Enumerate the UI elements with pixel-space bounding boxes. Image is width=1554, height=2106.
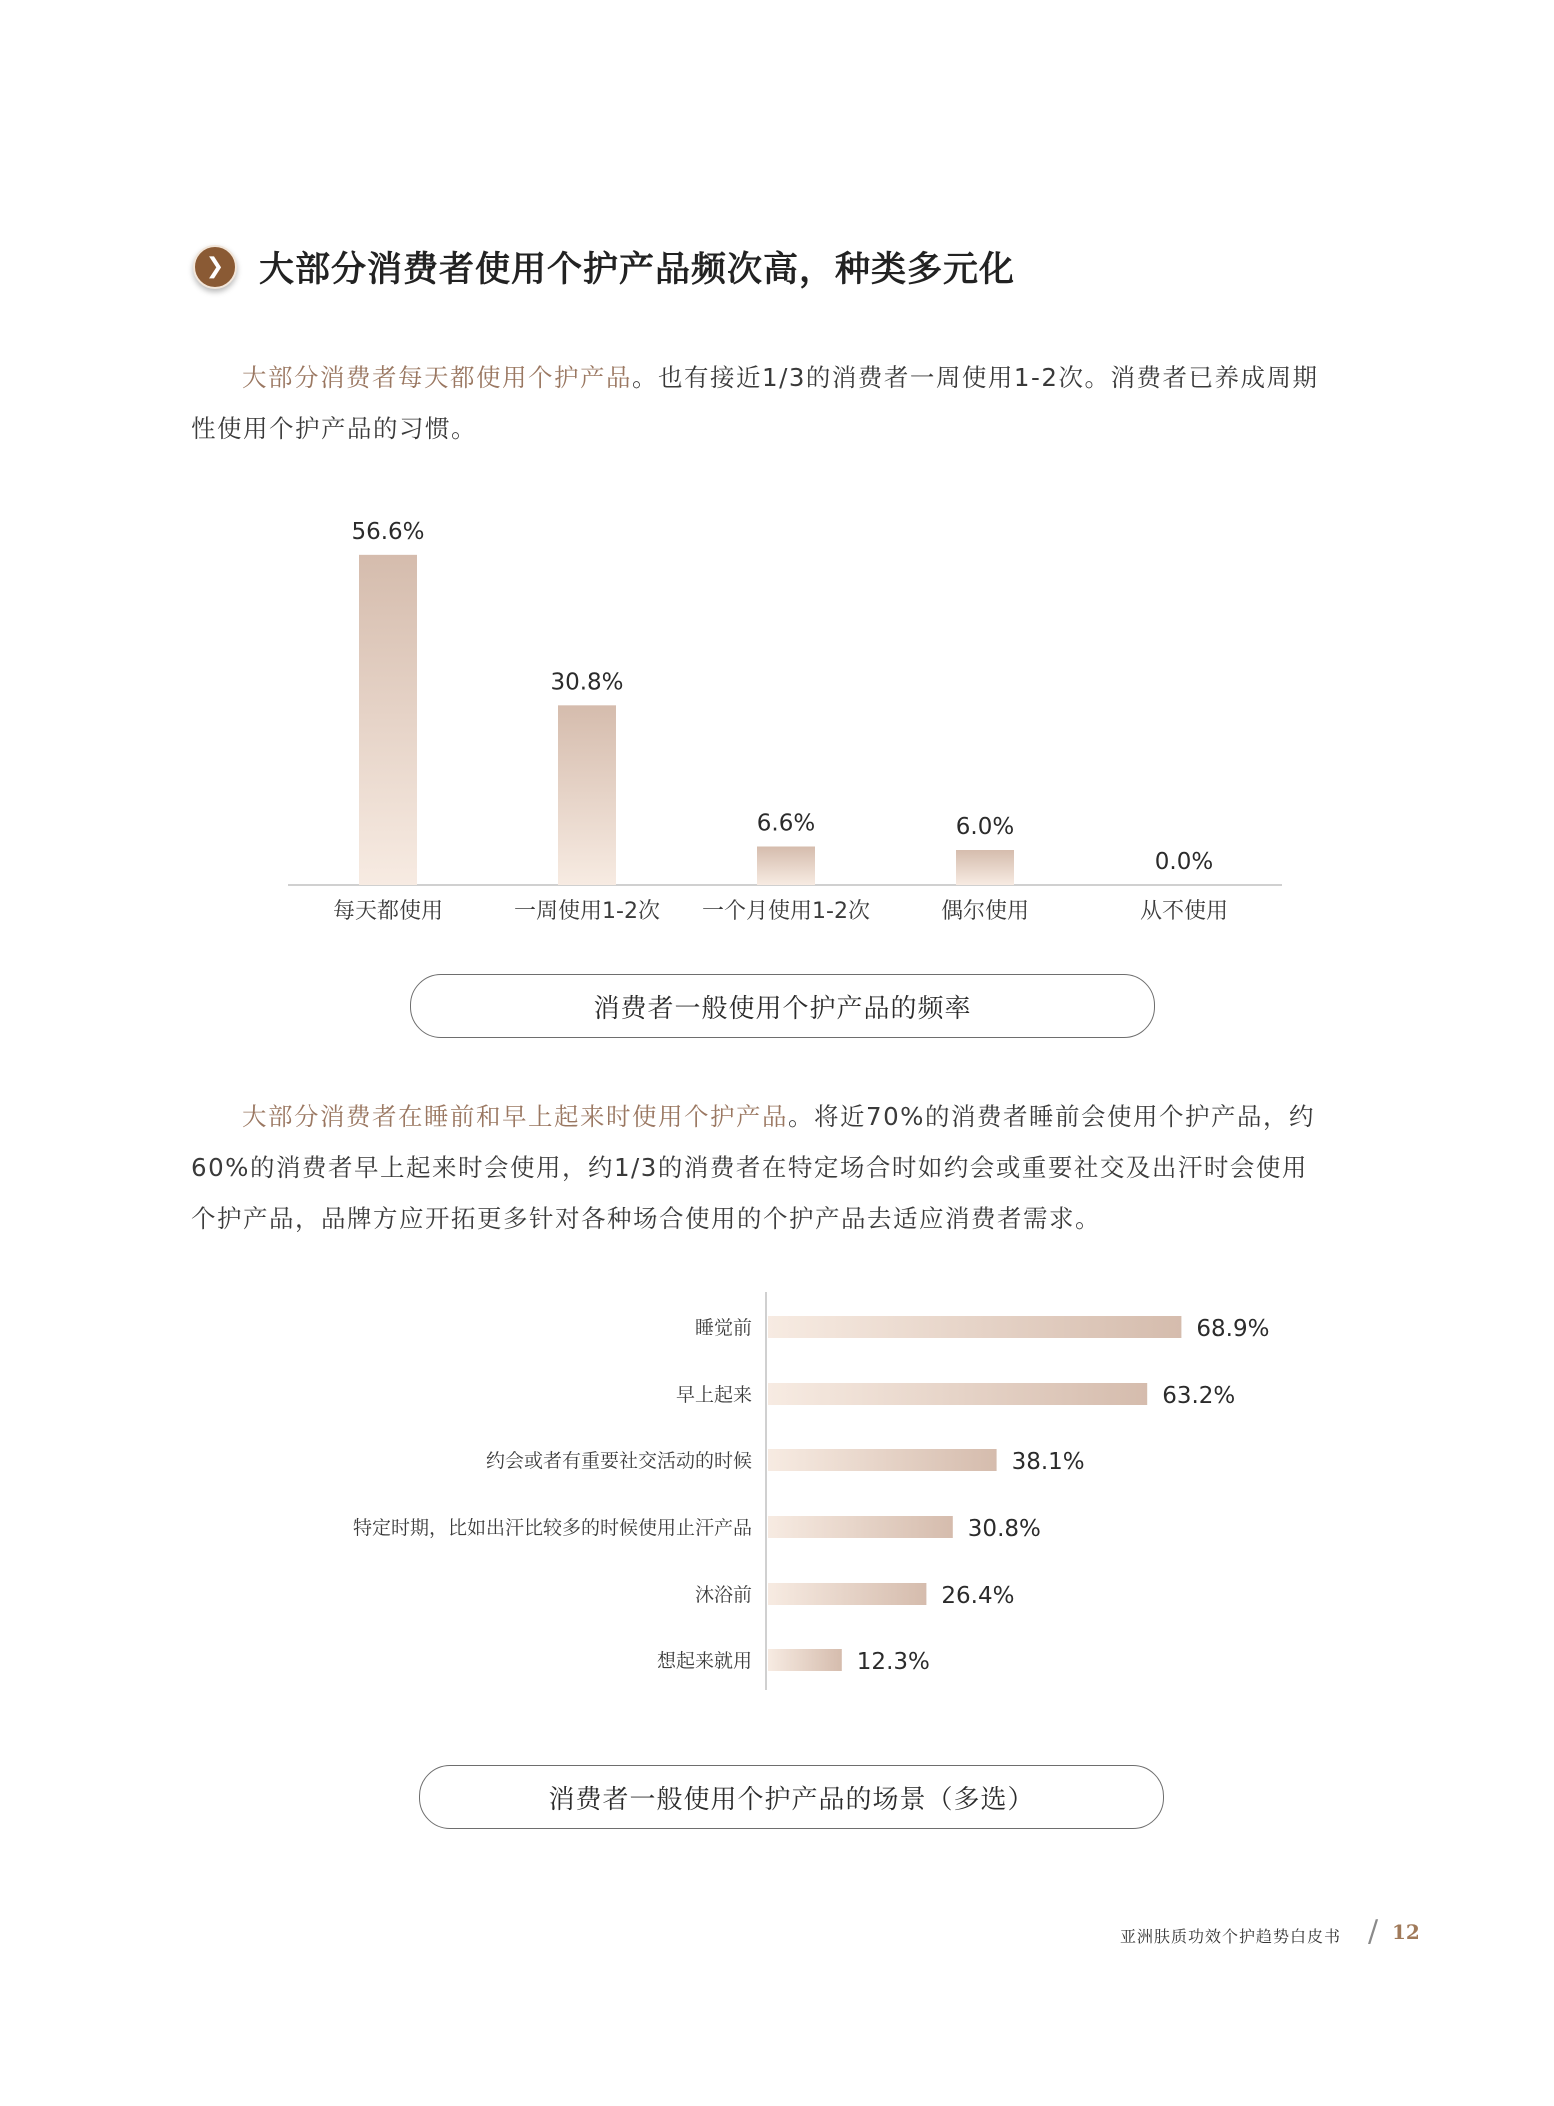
- footer-title: 亚洲肤质功效个护趋势白皮书: [1120, 1927, 1342, 1946]
- scenario-value-label: 63.2%: [1162, 1383, 1236, 1409]
- freq-bar: [956, 850, 1014, 885]
- para2-line2: 60%的消费者早上起来时会使用，约1/3的消费者在特定场合时如约会或重要社交及出汗时会使用: [191, 1153, 1308, 1182]
- chevron-right-icon: ❯: [193, 245, 237, 289]
- scenario-category-label: 特定时期，比如出汗比较多的时候使用止汗产品: [352, 1517, 752, 1539]
- freq-category-label: 一周使用1-2次: [514, 899, 660, 924]
- freq-value-label: 0.0%: [1154, 849, 1214, 875]
- freq-value-label: 6.6%: [756, 810, 816, 837]
- scenario-category-label: 想起来就用: [656, 1650, 752, 1672]
- frequency-bar-chart: [0, 490, 1554, 930]
- freq-category-label: 一个月使用1-2次: [702, 899, 870, 924]
- footer-divider: /: [1368, 1914, 1379, 1949]
- scenario-value-label: 26.4%: [941, 1583, 1015, 1609]
- para2-line3: 个护产品，品牌方应开拓更多针对各种场合使用的个护产品去适应消费者需求。: [191, 1204, 1101, 1233]
- freq-category-label: 从不使用: [1139, 899, 1229, 924]
- freq-value-label: 6.0%: [955, 814, 1015, 840]
- scenario-bar: [768, 1449, 997, 1471]
- scenario-value-label: 30.8%: [967, 1516, 1041, 1542]
- scenario-bar: [768, 1516, 953, 1538]
- para2-highlight: 大部分消费者在睡前和早上起来时使用个护产品: [242, 1102, 788, 1131]
- scenario-category-label: 约会或者有重要社交活动的时候: [485, 1450, 752, 1472]
- section-heading: [193, 242, 1015, 292]
- freq-bar: [558, 705, 616, 885]
- freq-value-label: 56.6%: [351, 518, 425, 545]
- para1-text: 。也有接近1/3的消费者一周使用1-2次。消费者已养成周期: [632, 363, 1319, 392]
- scenario-value-label: 38.1%: [1011, 1449, 1085, 1475]
- freq-bar: [359, 555, 417, 885]
- scenario-bar: [768, 1383, 1147, 1405]
- freq-value-label: 30.8%: [550, 669, 624, 696]
- freq-category-label: 每天都使用: [332, 899, 444, 924]
- freq-bar: [757, 847, 815, 886]
- scenario-value-label: 12.3%: [856, 1649, 930, 1675]
- section-title: 大部分消费者使用个护产品频次高，种类多元化: [259, 250, 1016, 290]
- freq-category-label: 偶尔使用: [940, 899, 1030, 924]
- page-number: 12: [1392, 1920, 1420, 1944]
- scenario-bar: [768, 1649, 842, 1671]
- scenario-bar-chart: [0, 1280, 1554, 1700]
- scenario-bar: [768, 1583, 926, 1605]
- para1-highlight: 大部分消费者每天都使用个护产品: [242, 363, 632, 392]
- scenario-category-label: 早上起来: [675, 1384, 752, 1406]
- chart2-caption: 消费者一般使用个护产品的场景（多选）: [419, 1765, 1164, 1829]
- intro-paragraph-1: [191, 352, 1381, 454]
- scenario-bar: [768, 1316, 1181, 1338]
- para2-text: 。将近70%的消费者睡前会使用个护产品，约: [788, 1102, 1315, 1131]
- chart1-caption: 消费者一般使用个护产品的频率: [410, 974, 1155, 1038]
- scenario-value-label: 68.9%: [1196, 1316, 1270, 1342]
- intro-paragraph-2: [191, 1091, 1381, 1244]
- para1-line2: 性使用个护产品的习惯。: [191, 414, 477, 443]
- scenario-category-label: 睡觉前: [694, 1317, 752, 1339]
- scenario-category-label: 沐浴前: [694, 1584, 752, 1606]
